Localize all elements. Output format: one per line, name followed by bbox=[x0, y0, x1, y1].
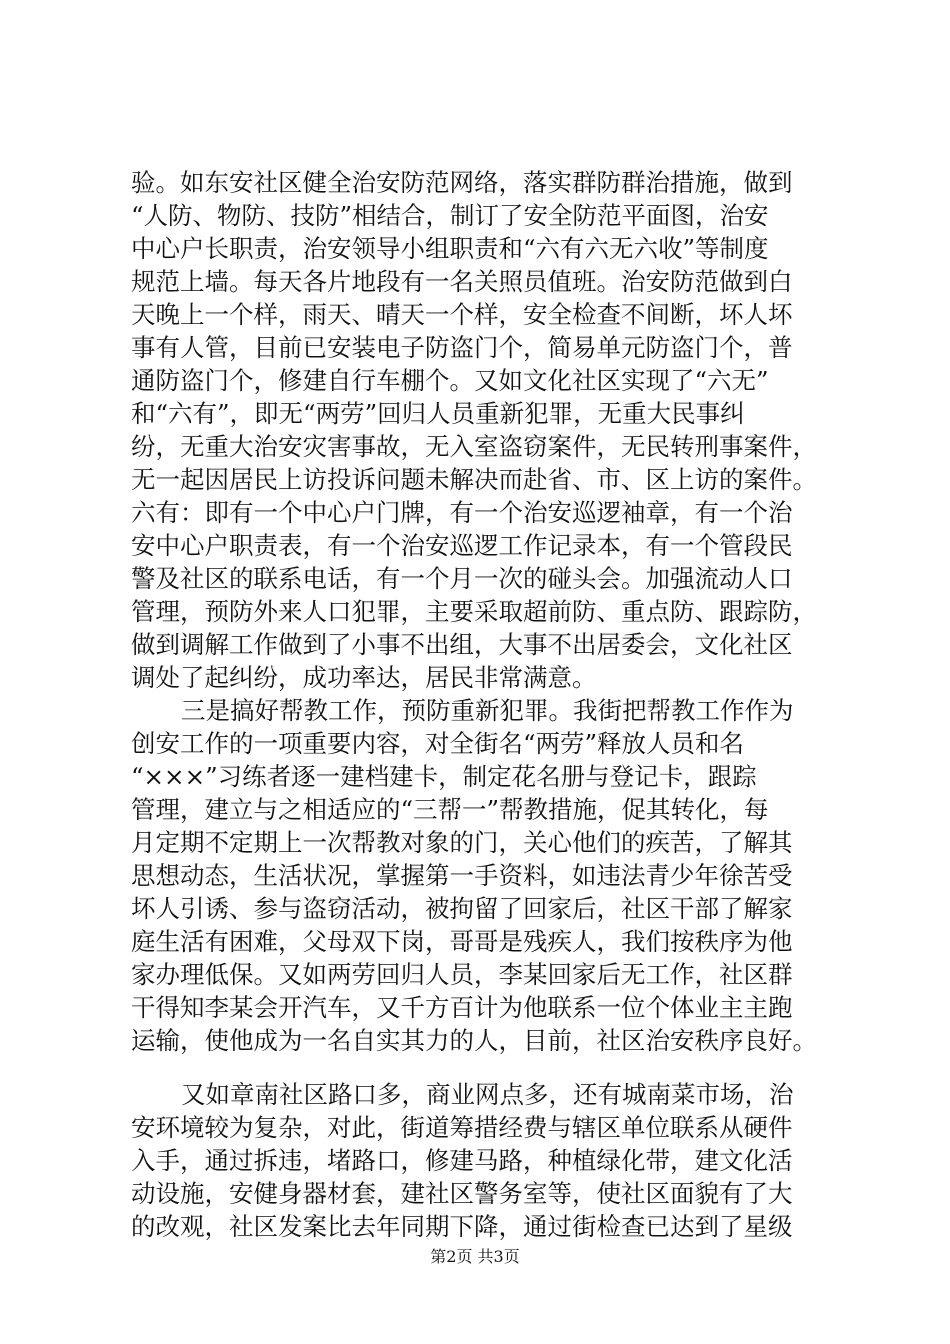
text-line: 入手，通过拆违，堵路口，修建马路，种植绿化带，建文化活 bbox=[131, 1146, 793, 1175]
text-line: 创安工作的一项重要内容，对全街名“两劳”释放人员和名 bbox=[131, 729, 745, 758]
paragraph-start-line: 又如章南社区路口多，商业网点多，还有城南菜市场，治 bbox=[181, 1080, 794, 1109]
text-line: 家办理低保。又如两劳回归人员，李某回家后无工作，社区群 bbox=[131, 960, 793, 989]
text-line: 中心户长职责，治安领导小组职责和“六有六无六收”等制度 bbox=[131, 234, 769, 263]
text-line: 动设施，安健身器材套，建社区警务室等，使社区面貌有了大 bbox=[131, 1179, 793, 1208]
text-line: 思想动态，生活状况，掌握第一手资料，如违法青少年徐苦受 bbox=[131, 861, 793, 890]
text-line: 调处了起纠纷，成功率达，居民非常满意。 bbox=[131, 663, 597, 692]
text-line: 通防盗门个，修建自行车棚个。又如文化社区实现了“六无” bbox=[131, 366, 769, 395]
text-line: 的改观，社区发案比去年同期下降，通过街检查已达到了星级 bbox=[131, 1212, 793, 1241]
page-number-footer: 第2页 共3页 bbox=[430, 1247, 520, 1266]
text-line: 纷，无重大治安灾害事故，无入室盗窃案件，无民转刑事案件， bbox=[131, 432, 817, 461]
text-line: 验。如东安社区健全治安防范网络，落实群防群治措施，做到 bbox=[131, 168, 793, 197]
text-line: 管理，建立与之相适应的“三帮一”帮教措施，促其转化，每 bbox=[131, 795, 769, 824]
text-line: “×××”习练者逐一建档建卡，制定花名册与登记卡，跟踪 bbox=[131, 762, 757, 791]
paragraph-start-line: 三是搞好帮教工作，预防重新犯罪。我街把帮教工作作为 bbox=[181, 696, 794, 725]
text-line: 坏人引诱、参与盗窃活动，被拘留了回家后，社区干部了解家 bbox=[131, 894, 793, 923]
text-line: 运输，使他成为一名自实其力的人，目前，社区治安秩序良好。 bbox=[131, 1026, 817, 1055]
text-line: 警及社区的联系电话，有一个月一次的碰头会。加强流动人口 bbox=[131, 564, 793, 593]
text-line: 无一起因居民上访投诉问题未解决而赴省、市、区上访的案件。 bbox=[131, 465, 817, 494]
text-line: 月定期不定期上一次帮教对象的门，关心他们的疾苦，了解其 bbox=[131, 828, 793, 857]
text-line: “人防、物防、技防”相结合，制订了安全防范平面图，治安 bbox=[131, 201, 769, 230]
text-line: 安中心户职责表，有一个治安巡逻工作记录本，有一个管段民 bbox=[131, 531, 793, 560]
text-line: 管理，预防外来人口犯罪，主要采取超前防、重点防、跟踪防， bbox=[131, 597, 817, 626]
text-line: 六有：即有一个中心户门牌，有一个治安巡逻袖章，有一个治 bbox=[131, 498, 793, 527]
text-line: 安环境较为复杂，对此，街道筹措经费与辖区单位联系从硬件 bbox=[131, 1113, 793, 1142]
text-line: 干得知李某会开汽车，又千方百计为他联系一位个体业主主跑 bbox=[131, 993, 793, 1022]
text-line: 庭生活有困难，父母双下岗，哥哥是残疾人，我们按秩序为他 bbox=[131, 927, 793, 956]
text-line: 规范上墙。每天各片地段有一名关照员值班。治安防范做到白 bbox=[131, 267, 793, 296]
text-line: 做到调解工作做到了小事不出组，大事不出居委会，文化社区 bbox=[131, 630, 793, 659]
text-line: 天晚上一个样，雨天、晴天一个样，安全检查不间断，坏人坏 bbox=[131, 300, 793, 329]
text-line: 事有人管，目前已安装电子防盗门个，简易单元防盗门个，普 bbox=[131, 333, 793, 362]
text-line: 和“六有”，即无“两劳”回归人员重新犯罪，无重大民事纠 bbox=[131, 399, 745, 428]
